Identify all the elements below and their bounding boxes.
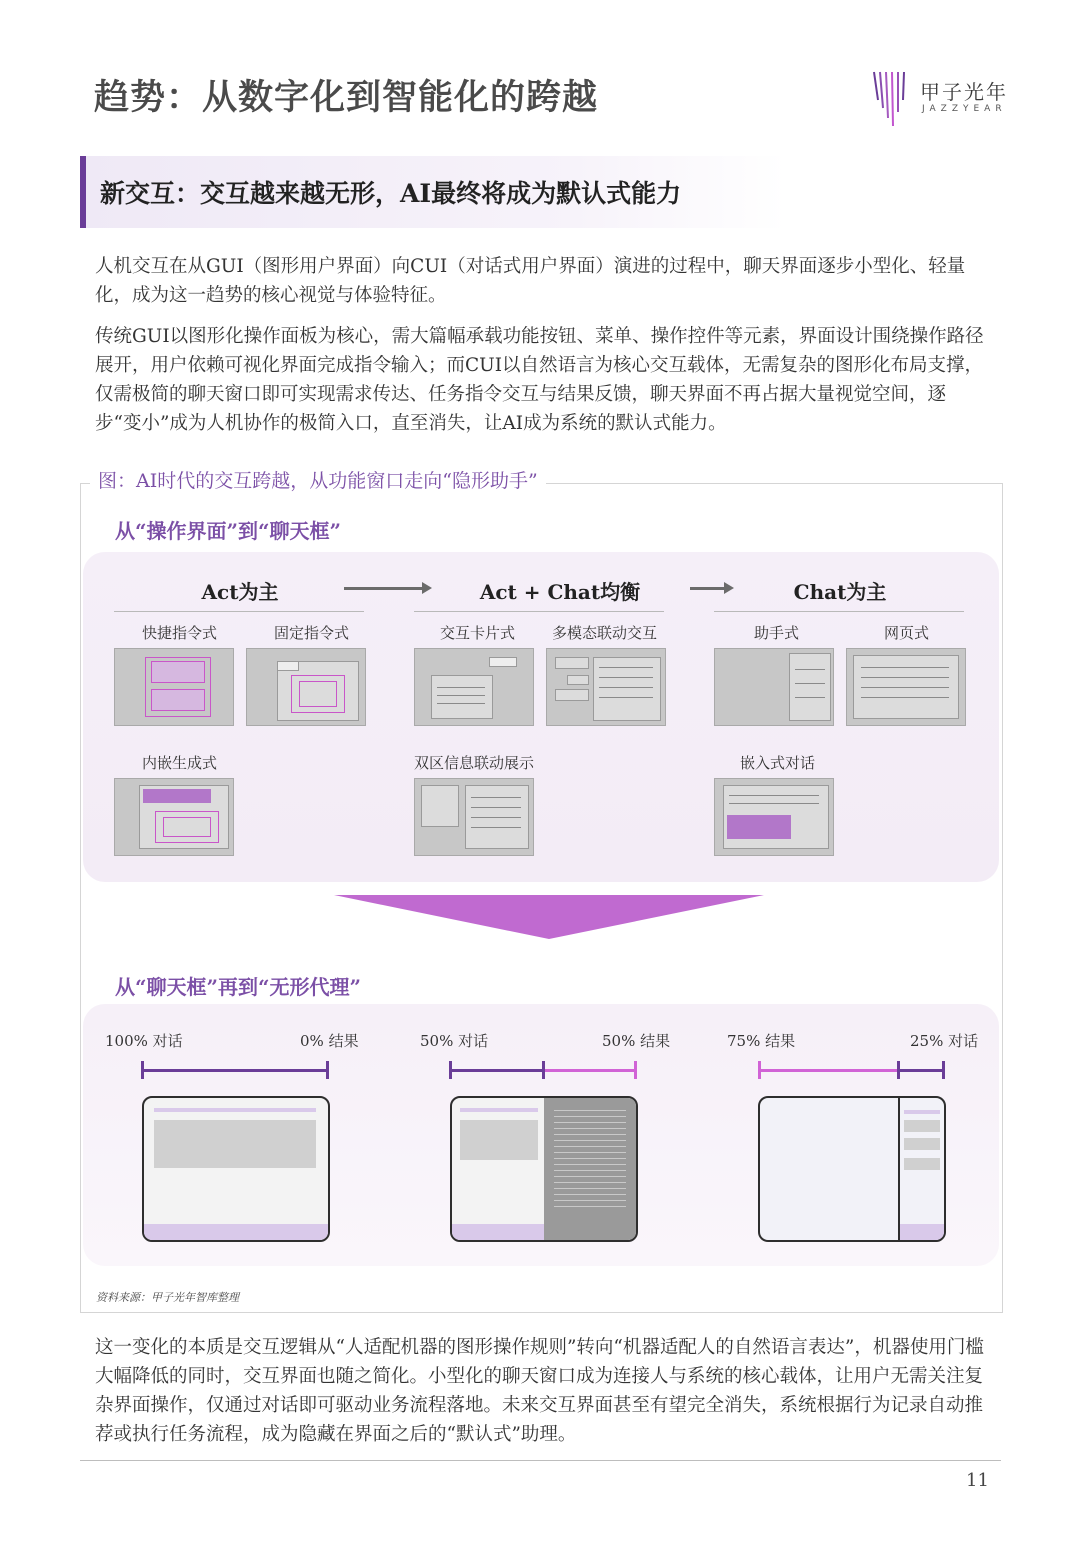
device-result-dominant bbox=[758, 1096, 946, 1242]
thumb-assistant bbox=[714, 648, 834, 726]
ratio-tick bbox=[326, 1061, 329, 1079]
section-heading bbox=[80, 156, 786, 228]
ratio-tick bbox=[942, 1061, 945, 1079]
ratio-tick bbox=[758, 1061, 761, 1079]
thumb-label: 嵌入式对话 bbox=[740, 754, 816, 772]
thumb-label: 交互卡片式 bbox=[440, 624, 516, 642]
thumb-dual-panel bbox=[414, 778, 534, 856]
group-divider bbox=[114, 611, 364, 612]
logo-text-cn: 甲子光年 bbox=[920, 80, 1008, 104]
paragraph-conclusion: 这一变化的本质是交互逻辑从“人适配机器的图形操作规则”转向“机器适配人的自然语言表达”，机器使用门槛大幅降低的同时，交互界面也随之简化。小型化的聊天窗口成为连接人与系统的核心载体，让用户无需关注复杂界面操作，仅通过对话即可驱动业务流程落地。未来交互界面甚至有望完全消失，系统根据行为记录自动推荐或执行任务流程，成为隐藏在界面之后的“默认式”助理。 bbox=[95, 1337, 984, 1445]
thumb-label: 内嵌生成式 bbox=[142, 754, 218, 772]
ratio-label: 50% 对话 bbox=[420, 1032, 489, 1050]
footer-divider bbox=[80, 1460, 1001, 1461]
ratio-bar bbox=[543, 1069, 636, 1072]
ratio-tick bbox=[897, 1061, 900, 1079]
paragraph-gui-cui: 传统GUI以图形化操作面板为核心，需大篇幅承载功能按钮、菜单、操作控件等元素，界面设计围绕操作路径展开，用户依赖可视化界面完成指令输入；而CUI以自然语言为核心交互载体，无需复杂的图形化布局支撑，仅需极简的聊天窗口即可实现需求传达、任务指令交互与结果反馈，聊天界面不再占据大量视觉空间，逐步“变小”成为人机协作的极简入口，直至消失，让AI成为系统的默认式能力。 bbox=[95, 326, 984, 434]
ratio-bar bbox=[142, 1069, 328, 1072]
logo-text-en: JAZZYEAR bbox=[922, 104, 1007, 114]
thumb-embedded-generation bbox=[114, 778, 234, 856]
page-number: 11 bbox=[966, 1470, 989, 1491]
down-arrow-icon bbox=[334, 895, 764, 939]
ratio-label: 25% 对话 bbox=[910, 1032, 979, 1050]
thumb-embedded-chat bbox=[714, 778, 834, 856]
ratio-tick bbox=[634, 1061, 637, 1079]
group-title-balanced: Act + Chat均衡 bbox=[479, 580, 641, 604]
ratio-tick bbox=[141, 1061, 144, 1079]
ratio-tick bbox=[542, 1061, 545, 1079]
thumb-shortcut-command bbox=[114, 648, 234, 726]
thumb-label: 双区信息联动展示 bbox=[414, 754, 535, 772]
figure-source: 资料来源：甲子光年智库整理 bbox=[96, 1291, 239, 1304]
ratio-label: 100% 对话 bbox=[105, 1032, 183, 1050]
thumb-label: 网页式 bbox=[884, 624, 930, 642]
ratio-bar bbox=[898, 1069, 944, 1072]
arrow-right-icon bbox=[690, 587, 730, 590]
ratio-bar bbox=[450, 1069, 543, 1072]
figure-caption: 图：AI时代的交互跨越，从功能窗口走向“隐形助手” bbox=[90, 466, 546, 493]
ratio-bar bbox=[759, 1069, 898, 1072]
arrow-right-icon bbox=[344, 587, 428, 590]
group-divider bbox=[414, 611, 664, 612]
thumb-label: 快捷指令式 bbox=[142, 624, 218, 642]
ratio-label: 0% 结果 bbox=[300, 1032, 359, 1050]
stage1-title: 从“操作界面”到“聊天框” bbox=[115, 519, 342, 543]
group-divider bbox=[714, 611, 964, 612]
thumb-label: 固定指令式 bbox=[274, 624, 350, 642]
group-title-act: Act为主 bbox=[201, 580, 279, 604]
thumb-label: 助手式 bbox=[754, 624, 800, 642]
page-title: 趋势：从数字化到智能化的跨越 bbox=[94, 77, 599, 118]
paragraph-intro: 人机交互在从GUI（图形用户界面）向CUI（对话式用户界面）演进的过程中，聊天界面逐步小型化、轻量化，成为这一趋势的核心视觉与体验特征。 bbox=[95, 256, 966, 306]
thumb-fixed-command bbox=[246, 648, 366, 726]
section-heading-text: 新交互：交互越来越无形，AI最终将成为默认式能力 bbox=[100, 179, 682, 208]
device-full-chat bbox=[142, 1096, 330, 1242]
thumb-label: 多模态联动交互 bbox=[552, 624, 658, 642]
thumb-interactive-card bbox=[414, 648, 534, 726]
group-title-chat: Chat为主 bbox=[793, 580, 887, 604]
ratio-label: 50% 结果 bbox=[602, 1032, 671, 1050]
ratio-tick bbox=[449, 1061, 452, 1079]
stage2-title: 从“聊天框”再到“无形代理” bbox=[115, 975, 362, 999]
device-half-split bbox=[450, 1096, 638, 1242]
thumb-webpage bbox=[846, 648, 966, 726]
thumb-multimodal bbox=[546, 648, 666, 726]
logo-mark-icon bbox=[870, 70, 918, 130]
ratio-label: 75% 结果 bbox=[727, 1032, 796, 1050]
